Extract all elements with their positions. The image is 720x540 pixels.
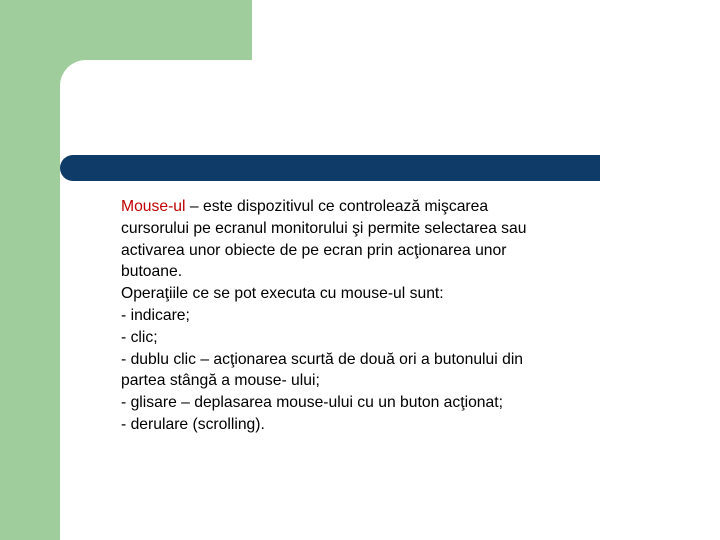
list-item: - clic;	[121, 328, 158, 346]
list-item-continuation: partea stângă a mouse- ului;	[121, 372, 320, 390]
title-bar	[60, 155, 600, 181]
list-item: - dublu clic – acţionarea scurtă de două ori a butonului din	[121, 350, 524, 368]
operations-intro: Operaţiile ce se pot executa cu mouse-ul sunt:	[121, 285, 444, 303]
list-item: - indicare;	[121, 306, 190, 324]
definition-line-1	[121, 196, 611, 218]
list-item: - derulare (scrolling).	[121, 415, 265, 433]
definition-line-3: activarea unor obiecte de pe ecran prin acţionarea unor	[121, 241, 507, 259]
definition-text: – este dispozitivul ce controlează mişcarea	[185, 198, 489, 215]
body-text	[121, 196, 611, 436]
definition-line-2: cursorului pe ecranul monitorului şi permite selectarea sau	[121, 219, 527, 237]
definition-line-4: butoane.	[121, 263, 183, 281]
term-mouse: Mouse-ul	[121, 198, 186, 215]
list-item: - glisare – deplasarea mouse-ului cu un buton acţionat;	[121, 394, 503, 412]
